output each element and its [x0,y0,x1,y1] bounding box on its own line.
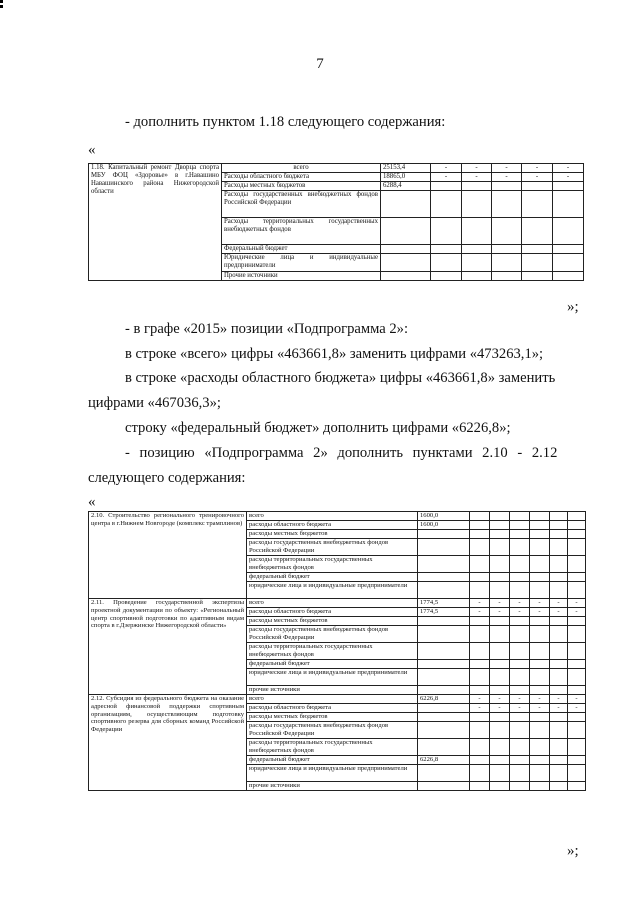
year-cell: - [510,695,530,704]
year-cell [568,739,586,756]
year-cell [510,539,530,556]
item-name-cell: 2.11. Проведение государственной экспертизы проектной документации по объекту: «Региональный центр спортивной подготовки по адаптивным видам спорта в г.Дзержинске Нижегородской области» [89,599,247,695]
source-label-cell: расходы областного бюджета [247,521,418,530]
year-cell [510,556,530,573]
source-label-cell: расходы местных бюджетов [247,713,418,722]
year-cell [550,643,568,660]
year-cell [568,556,586,573]
year-cell [490,556,510,573]
year-cell [470,722,490,739]
value-cell: 1774,5 [418,599,470,608]
source-label-cell: Прочие источники [222,272,381,281]
paragraph-5a: - позицию «Подпрограмма 2» дополнить пунктами 2.10 - 2.12 [125,445,558,461]
year-cell [510,573,530,582]
year-cell [470,521,490,530]
year-cell [490,722,510,739]
year-cell [490,582,510,599]
year-cell: - [490,695,510,704]
year-cell [553,245,584,254]
year-cell [530,573,550,582]
year-cell [510,512,530,521]
year-cell [550,530,568,539]
value-cell [418,617,470,626]
table-row [89,695,586,704]
paragraph-3a: в строке «расходы областного бюджета» цифры «463661,8» заменить [125,370,556,386]
year-cell [462,182,492,191]
year-cell: - [530,608,550,617]
year-cell [530,521,550,530]
source-label-cell: всего [247,512,418,521]
year-cell [522,182,553,191]
value-cell [418,573,470,582]
source-label-cell: расходы государственных внебюджетных фондов Российской Федерации [247,626,418,643]
year-cell [568,582,586,599]
year-cell [550,669,568,686]
year-cell [550,713,568,722]
year-cell: - [553,164,584,173]
year-cell [530,512,550,521]
year-cell: - [522,164,553,173]
year-cell [510,765,530,782]
source-label-cell: юридические лица и индивидуальные предприниматели [247,765,418,782]
source-label-cell: всего [247,695,418,704]
year-cell [510,722,530,739]
source-label-cell: Расходы государственных внебюджетных фондов Российской Федерации [222,191,381,218]
source-label-cell: федеральный бюджет [247,756,418,765]
year-cell [470,626,490,643]
source-label-cell: всего [222,164,381,173]
year-cell: - [510,599,530,608]
year-cell [470,530,490,539]
table-row [89,512,586,521]
year-cell: - [462,173,492,182]
item-name-cell: 2.12. Субсидия из федерального бюджета на оказание адресной финансовой поддержки спортивным организациям, осуществляющим подготовку спортивного резерва для сборных команд Российской Федерации [89,695,247,791]
year-cell [462,254,492,272]
year-cell [530,765,550,782]
source-label-cell: расходы территориальных государственных внебюджетных фондов [247,643,418,660]
value-cell: 6226,8 [418,695,470,704]
year-cell [530,539,550,556]
source-label-cell: федеральный бюджет [247,660,418,669]
year-cell [530,643,550,660]
year-cell [530,556,550,573]
year-cell [470,686,490,695]
source-label-cell: Расходы местных бюджетов [222,182,381,191]
year-cell: - [431,173,462,182]
value-cell [381,245,431,254]
year-cell [568,722,586,739]
year-cell [490,739,510,756]
year-cell [550,686,568,695]
year-cell: - [470,608,490,617]
year-cell: - [490,599,510,608]
year-cell [510,626,530,643]
value-cell [418,686,470,695]
year-cell [568,669,586,686]
value-cell [418,704,470,713]
paragraph-3b: цифрами «467036,3»; [88,395,221,411]
value-cell [418,722,470,739]
paragraph-1: - в графе «2015» позиции «Подпрограмма 2»: [125,321,409,337]
value-cell [418,713,470,722]
year-cell [470,660,490,669]
table-items-2-10-2-12 [88,511,586,791]
paragraph-2: в строке «всего» цифры «463661,8» заменить цифрами «473263,1»; [125,346,544,362]
year-cell [492,272,522,281]
year-cell [510,521,530,530]
year-cell [462,191,492,218]
year-cell [550,756,568,765]
year-cell [530,739,550,756]
year-cell [470,643,490,660]
year-cell [522,245,553,254]
year-cell: - [530,695,550,704]
year-cell [530,713,550,722]
item-name-cell: 1.18. Капитальный ремонт Дворца спорта МБУ ФОЦ «Здоровье» в г.Навашино Навашинского района Нижегородской области [89,164,222,281]
year-cell [530,722,550,739]
year-cell [550,617,568,626]
year-cell [490,573,510,582]
year-cell [470,756,490,765]
year-cell [462,272,492,281]
value-cell [381,272,431,281]
year-cell [530,660,550,669]
paragraph-5b: следующего содержания: [88,470,246,486]
year-cell [550,765,568,782]
year-cell: - [522,173,553,182]
year-cell: - [568,704,586,713]
source-label-cell: Расходы областного бюджета [222,173,381,182]
source-label-cell: расходы местных бюджетов [247,530,418,539]
close-quote-1: »; [567,299,579,315]
year-cell [530,617,550,626]
page-number: 7 [316,56,324,72]
year-cell [530,756,550,765]
year-cell [550,521,568,530]
year-cell [553,182,584,191]
year-cell [470,539,490,556]
year-cell [470,765,490,782]
year-cell [510,617,530,626]
scan-mark [0,5,3,8]
year-cell [550,539,568,556]
table-item-1-18 [88,163,584,281]
year-cell [522,218,553,245]
table-row [89,599,586,608]
year-cell [490,686,510,695]
year-cell [470,617,490,626]
year-cell: - [470,695,490,704]
year-cell: - [492,173,522,182]
value-cell [418,530,470,539]
year-cell [550,660,568,669]
year-cell: - [568,599,586,608]
year-cell [492,218,522,245]
year-cell: - [470,599,490,608]
year-cell: - [568,608,586,617]
value-cell [418,765,470,782]
year-cell [490,626,510,643]
year-cell [522,272,553,281]
year-cell [470,669,490,686]
source-label-cell: расходы государственных внебюджетных фондов Российской Федерации [247,539,418,556]
year-cell: - [550,608,568,617]
value-cell [381,254,431,272]
source-label-cell: расходы территориальных государственных внебюджетных фондов [247,556,418,573]
year-cell [490,660,510,669]
year-cell [490,617,510,626]
year-cell: - [492,164,522,173]
year-cell [550,512,568,521]
source-label-cell: прочие источники [247,782,418,791]
source-label-cell: расходы областного бюджета [247,608,418,617]
value-cell [418,556,470,573]
value-cell: 1600,0 [418,521,470,530]
year-cell [550,782,568,791]
year-cell [490,713,510,722]
year-cell [550,626,568,643]
year-cell [568,686,586,695]
year-cell [431,218,462,245]
year-cell [490,782,510,791]
scan-mark [0,0,3,3]
year-cell [553,218,584,245]
year-cell [510,582,530,599]
value-cell [418,660,470,669]
year-cell [568,539,586,556]
year-cell [490,669,510,686]
value-cell: 18865,0 [381,173,431,182]
item-name-cell: 2.10. Строительство регионального тренировочного центра в г.Нижнем Новгороде (комплекс трамплинов) [89,512,247,599]
open-quote-1: « [88,142,96,158]
source-label-cell: юридические лица и индивидуальные предприниматели [247,669,418,686]
year-cell [490,765,510,782]
year-cell: - [462,164,492,173]
year-cell [462,245,492,254]
year-cell [431,182,462,191]
value-cell [418,539,470,556]
year-cell [568,521,586,530]
year-cell [462,218,492,245]
year-cell [530,530,550,539]
year-cell [492,245,522,254]
year-cell [568,626,586,643]
year-cell: - [431,164,462,173]
year-cell [510,530,530,539]
year-cell: - [530,599,550,608]
year-cell [522,191,553,218]
year-cell [470,556,490,573]
value-cell [418,582,470,599]
year-cell: - [510,608,530,617]
value-cell [418,626,470,643]
year-cell [490,512,510,521]
source-label-cell: Федеральный бюджет [222,245,381,254]
value-cell [418,643,470,660]
year-cell [431,272,462,281]
value-cell [381,191,431,218]
source-label-cell: Юридические лица и индивидуальные предприниматели [222,254,381,272]
value-cell [418,739,470,756]
year-cell [490,756,510,765]
year-cell [470,713,490,722]
year-cell [553,272,584,281]
year-cell [470,512,490,521]
year-cell: - [550,599,568,608]
year-cell [522,254,553,272]
year-cell: - [530,704,550,713]
year-cell [470,573,490,582]
paragraph-4: строку «федеральный бюджет» дополнить цифрами «6226,8»; [125,420,511,436]
year-cell: - [490,704,510,713]
year-cell [510,686,530,695]
year-cell [553,254,584,272]
year-cell [568,643,586,660]
year-cell [568,512,586,521]
value-cell [418,669,470,686]
year-cell [492,182,522,191]
table-row [89,164,584,173]
year-cell [510,739,530,756]
value-cell: 1600,0 [418,512,470,521]
year-cell [568,713,586,722]
intro-line: - дополнить пунктом 1.18 следующего содержания: [125,114,446,130]
year-cell [510,669,530,686]
year-cell [470,739,490,756]
year-cell: - [568,695,586,704]
year-cell [470,582,490,599]
source-label-cell: всего [247,599,418,608]
year-cell [490,530,510,539]
year-cell [510,756,530,765]
year-cell: - [470,704,490,713]
year-cell [530,782,550,791]
year-cell [510,643,530,660]
year-cell: - [550,695,568,704]
year-cell [490,521,510,530]
value-cell [418,782,470,791]
value-cell: 6288,4 [381,182,431,191]
year-cell [431,191,462,218]
source-label-cell: Расходы территориальных государственных внебюджетных фондов [222,218,381,245]
year-cell [510,782,530,791]
year-cell [530,686,550,695]
year-cell [550,582,568,599]
year-cell [550,739,568,756]
year-cell [490,539,510,556]
year-cell [568,765,586,782]
year-cell [470,782,490,791]
source-label-cell: расходы государственных внебюджетных фондов Российской Федерации [247,722,418,739]
year-cell [510,713,530,722]
year-cell: - [510,704,530,713]
year-cell [492,191,522,218]
year-cell [568,617,586,626]
year-cell [550,722,568,739]
year-cell: - [553,173,584,182]
open-quote-2: « [88,494,96,510]
value-cell: 6226,8 [418,756,470,765]
source-label-cell: прочие источники [247,686,418,695]
value-cell [381,218,431,245]
source-label-cell: расходы областного бюджета [247,704,418,713]
year-cell [530,582,550,599]
year-cell: - [490,608,510,617]
year-cell: - [550,704,568,713]
year-cell [568,530,586,539]
source-label-cell: расходы территориальных государственных внебюджетных фондов [247,739,418,756]
year-cell [510,660,530,669]
source-label-cell: расходы местных бюджетов [247,617,418,626]
year-cell [568,660,586,669]
year-cell [530,669,550,686]
year-cell [490,643,510,660]
source-label-cell: федеральный бюджет [247,573,418,582]
source-label-cell: юридические лица и индивидуальные предприниматели [247,582,418,599]
value-cell: 1774,5 [418,608,470,617]
year-cell [568,573,586,582]
year-cell [568,782,586,791]
year-cell [550,573,568,582]
close-quote-2: »; [567,843,579,859]
year-cell [431,245,462,254]
year-cell [492,254,522,272]
year-cell [431,254,462,272]
year-cell [550,556,568,573]
year-cell [568,756,586,765]
year-cell [530,626,550,643]
year-cell [553,191,584,218]
value-cell: 25153,4 [381,164,431,173]
